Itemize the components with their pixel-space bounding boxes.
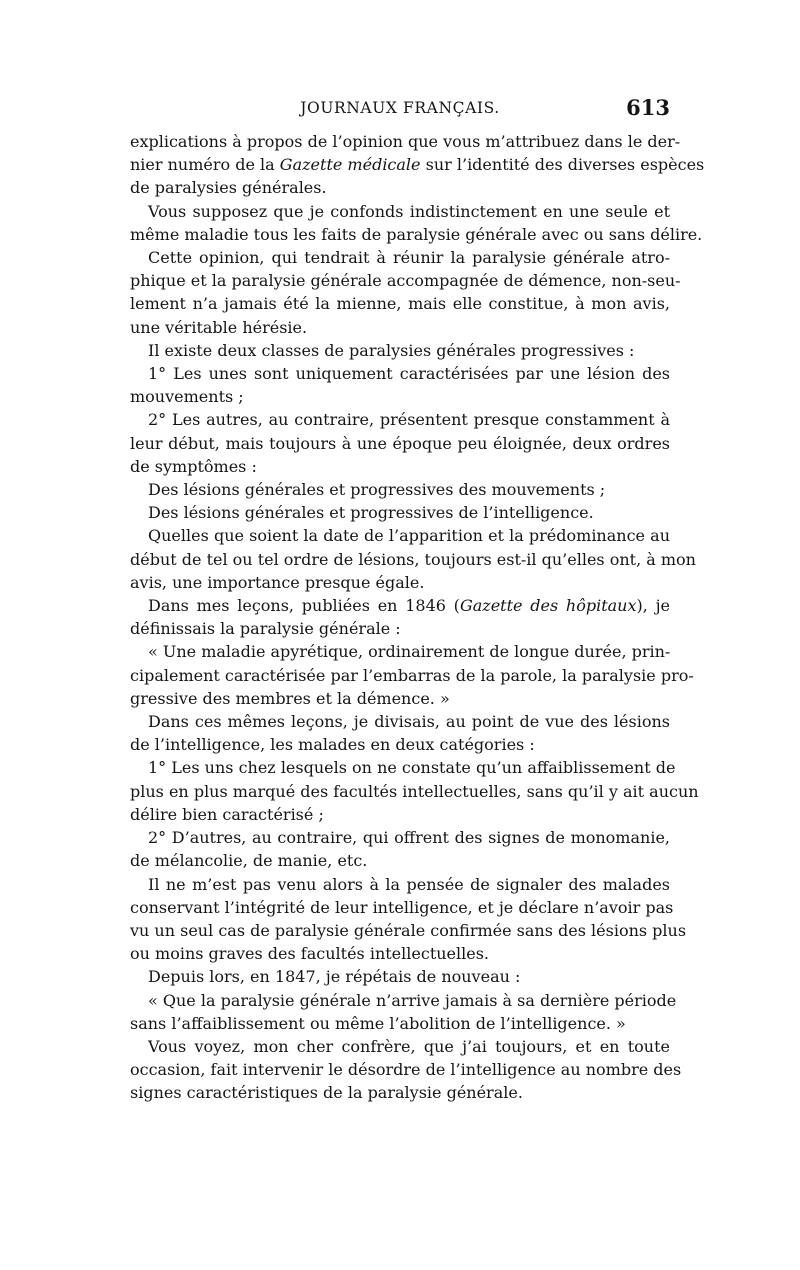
text-line: phique et la paralysie générale accompagnée de démence, non-seu- [130,271,681,291]
text-line: avis, une importance presque égale. [130,572,425,592]
text-line: même maladie tous les faits de paralysie générale avec ou sans délire. [130,224,703,244]
text-line: une véritable hérésie. [130,317,308,337]
text-line: gressive des membres et la démence. » [130,688,450,708]
text-line: « Que la paralysie générale n’arrive jamais à sa dernière période [148,990,677,1010]
text-line: 1° Les unes sont uniquement caractérisées par une lésion des [148,364,670,384]
text-line: 1° Les uns chez lesquels on ne constate qu’un affaiblissement de [148,758,676,778]
text-line: vu un seul cas de paralysie générale confirmée sans des lésions plus [130,920,687,940]
text-line: sans l’affaiblissement ou même l’abolition de l’intelligence. » [130,1013,626,1033]
text-line: explications à propos de l’opinion que vous m’attribuez dans le der- [130,132,681,151]
text-line: de l’intelligence, les malades en deux catégories : [130,735,535,755]
journal-title: Gazette médicale [279,155,421,175]
page-header [130,95,670,125]
text-line: de paralysies générales. [130,178,327,198]
text-line: Des lésions générales et progressives des mouvements ; [148,480,606,500]
text-line: lement n’a jamais été la mienne, mais elle constitue, à mon avis, [130,294,670,314]
text-line: Dans mes leçons, publiées en 1846 (Gazette des hôpitaux), je [148,596,671,616]
text-line: Depuis lors, en 1847, je répétais de nouveau : [148,967,521,987]
text-line: « Une maladie apyrétique, ordinairement de longue durée, prin- [148,642,671,662]
text-line: leur début, mais toujours à une époque peu éloignée, deux ordres [130,433,670,453]
text-line: mouvements ; [130,387,244,407]
text-line: début de tel ou tel ordre de lésions, toujours est-il qu’elles ont, à mon [130,549,696,569]
body-text [130,130,705,1105]
page-number: 613 [626,95,670,120]
running-title: JOURNAUX FRANÇAIS. [300,99,500,117]
text-line: signes caractéristiques de la paralysie générale. [130,1083,523,1103]
text-line: Il existe deux classes de paralysies générales progressives : [148,340,635,360]
text-line: Quelles que soient la date de l’apparition et la prédominance au [148,526,670,546]
text-line: de symptômes : [130,456,257,476]
text-line: nier numéro de la Gazette médicale sur l’identité des diverses espèces [130,155,705,175]
text-line: Vous voyez, mon cher confrère, que j’ai toujours, et en toute [148,1036,670,1056]
text-line: Dans ces mêmes leçons, je divisais, au point de vue des lésions [148,712,670,732]
text-line: Vous supposez que je confonds indistinctement en une seule et [148,201,670,221]
text-line: 2° Les autres, au contraire, présentent presque constamment à [148,410,670,430]
text-line: délire bien caractérisé ; [130,804,324,824]
text-line: conservant l’intégrité de leur intelligence, et je déclare n’avoir pas [130,897,674,917]
text-line: occasion, fait intervenir le désordre de l’intelligence au nombre des [130,1060,682,1080]
text-line: de mélancolie, de manie, etc. [130,851,368,871]
text-line: Il ne m’est pas venu alors à la pensée de signaler des malades [148,874,670,894]
text-line: cipalement caractérisée par l’embarras de la parole, la paralysie pro- [130,665,694,685]
text-line: définissais la paralysie générale : [130,619,401,639]
text-line: Cette opinion, qui tendrait à réunir la paralysie générale atro- [148,248,670,268]
text-line: plus en plus marqué des facultés intellectuelles, sans qu’il y ait aucun [130,781,699,801]
journal-title: Gazette des hôpitaux [459,596,637,616]
text-line: ou moins graves des facultés intellectuelles. [130,944,490,964]
text-line: Des lésions générales et progressives de l’intelligence. [148,503,594,523]
text-line: 2° D’autres, au contraire, qui offrent des signes de monomanie, [148,828,670,848]
